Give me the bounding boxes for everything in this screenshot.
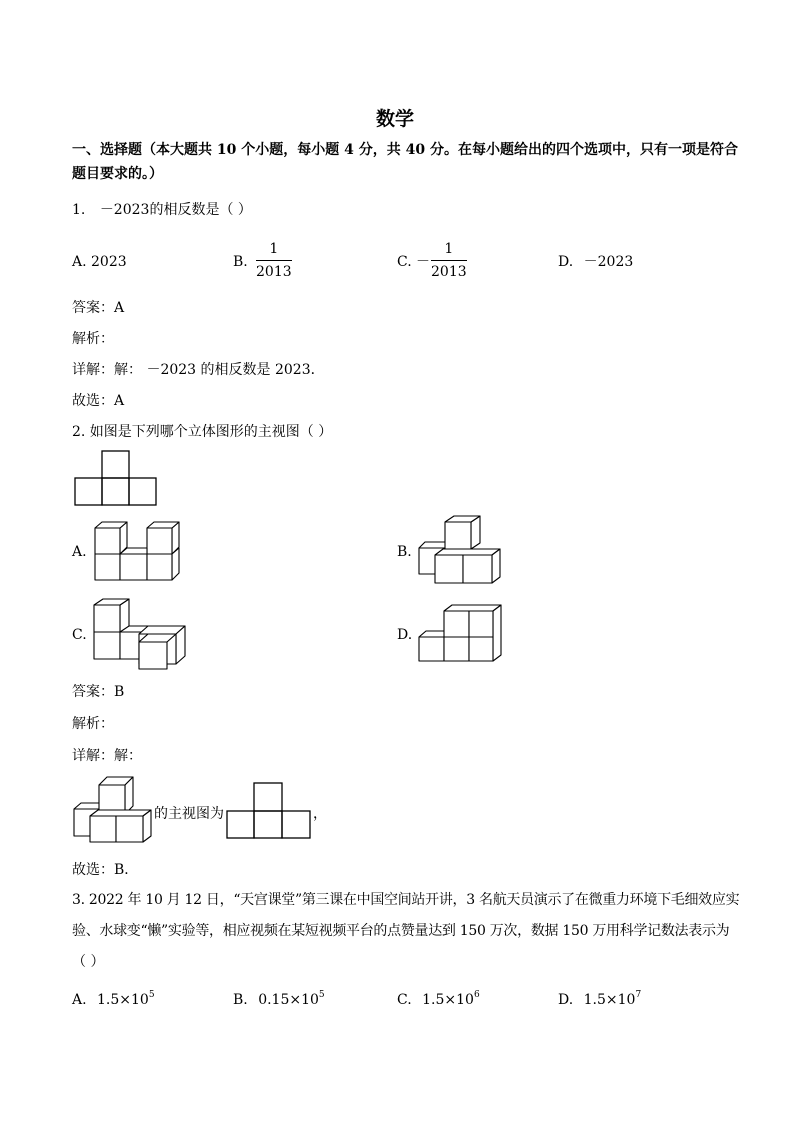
q2-option-c-label: C. [72, 627, 87, 643]
q2-answer: 答案：B [72, 684, 125, 700]
q3-stem-line2: 验、水球变“懒”实验等，相应视频在某短视频平台的点赞量达到 150 万次，数据 150 万用科学记数法表示为 [72, 923, 730, 939]
q1-detail: 详解：解： －2023 的相反数是 2023． [72, 362, 325, 378]
q3-option-c [397, 990, 480, 1010]
q1-stem-text: 的相反数是（ ） [149, 202, 252, 218]
q3-option-c-label: C. [397, 992, 412, 1008]
q1-option-c-denominator: 2013 [431, 264, 467, 280]
q2-option-b-label: B. [397, 544, 412, 560]
q1-analysis: 解析： [72, 331, 114, 347]
q1-option-c-label: C. [397, 254, 412, 270]
q1-option-c-sign: － [416, 254, 430, 270]
q3-option-a-base: 1.5×10 [97, 992, 149, 1008]
q2-analysis: 解析： [72, 716, 114, 732]
q3-option-b-exponent: 5 [318, 990, 325, 1000]
q1-number: 1. [72, 202, 86, 218]
q1-stem [72, 200, 252, 220]
q2-detail-solid-figure [73, 776, 155, 844]
q2-option-a-figure [94, 521, 184, 583]
q3-option-a [72, 990, 155, 1010]
q2-option-d-label: D. [397, 627, 413, 643]
q2-choose: 故选：B． [72, 862, 139, 878]
q3-option-b [233, 990, 325, 1010]
q3-option-c-exponent: 6 [473, 990, 480, 1000]
q3-stem-line1: 3. 2022 年 10 月 12 日，“天宫课堂”第三课在中国空间站开讲，3 名航天员演示了在微重力环境下毛细效应实 [72, 892, 740, 908]
q2-detail: 详解：解： [72, 748, 142, 764]
q1-option-b-label: B. [233, 254, 248, 270]
q1-option-b-numerator: 1 [269, 241, 279, 257]
q2-option-d-figure [418, 604, 504, 664]
q3-option-b-label: B. [233, 992, 248, 1008]
q2-option-b-figure [418, 515, 504, 587]
q1-option-d-label: D. [558, 254, 574, 270]
q1-option-c-numerator: 1 [444, 241, 454, 257]
q3-option-c-base: 1.5×10 [422, 992, 474, 1008]
fraction-bar [256, 260, 292, 261]
fraction-bar [431, 260, 467, 261]
q2-detail-front-view [226, 782, 314, 840]
q1-option-c-fraction [431, 240, 467, 281]
section-heading-line1: 一、选择题（本大题共 10 个小题，每小题 4 分，共 40 分。在每小题给出的四个选项中，只有一项是符合 [72, 142, 738, 158]
q3-option-d-exponent: 7 [635, 990, 642, 1000]
q1-option-d [558, 252, 633, 272]
q2-detail-end: ， [313, 806, 327, 822]
q1-expression: －2023 [99, 202, 150, 218]
q1-option-d-value: －2023 [583, 254, 634, 270]
q2-stem: 2. 如图是下列哪个立体图形的主视图（ ） [72, 424, 333, 440]
q3-option-d-label: D. [558, 992, 574, 1008]
q3-option-a-exponent: 5 [148, 990, 155, 1000]
q1-option-b-denominator: 2013 [256, 264, 292, 280]
q1-choose: 故选：A [72, 393, 125, 409]
q1-option-b-fraction [256, 240, 292, 281]
q3-option-b-base: 0.15×10 [258, 992, 319, 1008]
q1-option-a: A. 2023 [72, 254, 127, 270]
q2-front-view-figure [74, 451, 158, 507]
q3-option-a-label: A. [72, 992, 87, 1008]
q3-option-d-base: 1.5×10 [583, 992, 636, 1008]
q1-answer: 答案：A [72, 300, 125, 316]
section-heading-line2: 题目要求的。） [72, 166, 163, 182]
page-title: 数学 [376, 108, 415, 130]
q2-option-c-figure [93, 598, 187, 670]
q3-option-d [558, 990, 641, 1010]
q2-option-a-label: A. [72, 544, 87, 560]
q3-stem-line3: （ ） [72, 954, 105, 970]
q2-detail-mid-text: 的主视图为 [154, 806, 224, 822]
